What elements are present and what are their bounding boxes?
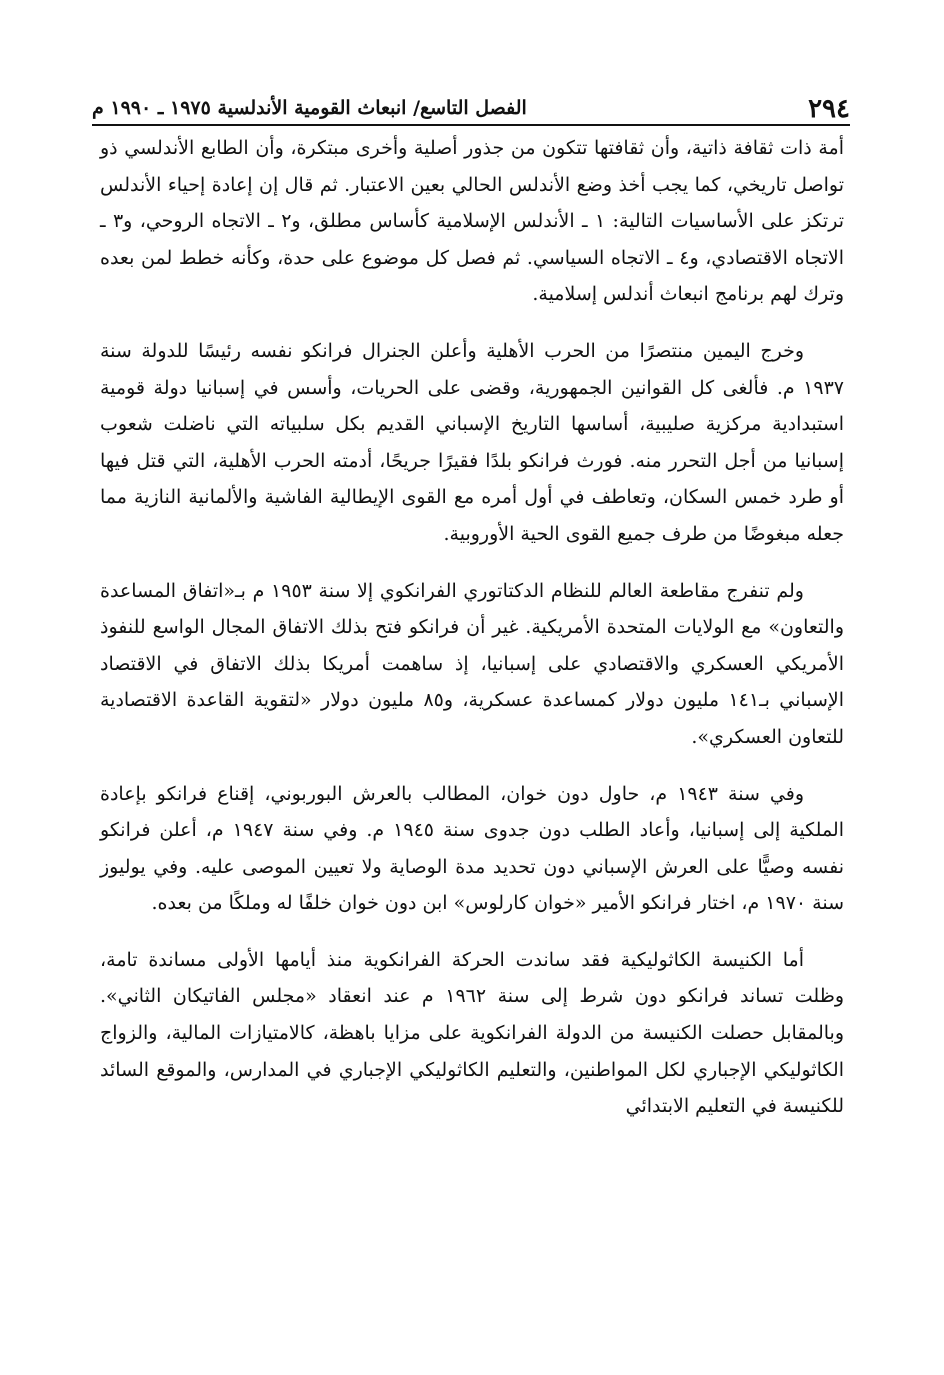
paragraph-4: وفي سنة ١٩٤٣ م، حاول دون خوان، المطالب بالعرش البوربوني، إقناع فرانكو بإعادة الملكية إلى إسبانيا، وأعاد الطلب دون جدوى سنة ١٩٤٥ م. وفي سنة ١٩٤٧ م، أعلن فرانكو نفسه وصيًّا على العرش الإسباني دون تحديد مدة الوصاية ولا تعيين الموصى عليه. وفي يوليوز سنة ١٩٧٠ م، اختار فرانكو الأمير «خوان كارلوس» ابن دون خوان خلفًا له وملكًا من بعده. (100, 782, 844, 915)
paragraph-5: أما الكنيسة الكاثوليكية فقد ساندت الحركة الفرانكوية منذ أيامها الأولى مساندة تامة، وظلت تساند فرانكو دون شرط إلى سنة ١٩٦٢ م عند انعقاد «مجلس الفاتيكان الثاني». وبالمقابل حصلت الكنيسة من الدولة الفرانكوية على مزايا باهظة، كالامتيازات المالية، والزواج الكاثوليكي الإجباري لكل المواطنين، والتعليم الكاثوليكي الإجباري في المدارس، والموقع السائد للكنيسة في التعليم الابتدائي (100, 948, 845, 1118)
paragraph-2: وخرج اليمين منتصرًا من الحرب الأهلية وأعلن الجنرال فرانكو نفسه رئيسًا للدولة سنة ١٩٣٧ م. فألغى كل القوانين الجمهورية، وقضى على الحريات، وأسس في إسبانيا دولة قومية استبدادية مركزية صليبية، أساسها التاريخ الإسباني القديم بكل سلبياته التي ناضلت شعوب إسبانيا من أجل التحرر منه. فورث فرانكو بلدًا فقيرًا جريحًا، أدمته الحرب الأهلية، التي قتل فيها أو طرد خمس السكان، وتعاطف في أول أمره مع القوى الإيطالية الفاشية والألمانية النازية مما جعله مبغوضًا من طرف جميع القوى الحية الأوروبية. (100, 339, 844, 545)
paragraph-1: أمة ذات ثقافة ذاتية، وأن ثقافتها تتكون من جذور أصلية وأخرى مبتكرة، وأن الطابع الأندلسي ذو تواصل تاريخي، كما يجب أخذ وضع الأندلس الحالي بعين الاعتبار. ثم قال إن إعادة إحياء الأندلس ترتكز على الأساسيات التالية: ١ ـ الأندلس الإسلامية كأساس مطلق، و٢ ـ الاتجاه الروحي، و٣ ـ الاتجاه الاقتصادي، و٤ ـ الاتجاه السياسي. ثم فصل كل موضوع على حدة، وكأنه خطط لمن بعده وترك لهم برنامج انبعاث أندلس إسلامية. (100, 137, 845, 306)
paragraph-3: ولم تنفرج مقاطعة العالم للنظام الدكتاتوري الفرانكوي إلا سنة ١٩٥٣ م بـ«اتفاق المساعدة والتعاون» مع الولايات المتحدة الأمريكية. غير أن فرانكو فتح بذلك الاتفاق المجال الواسع للنفوذ الأمريكي العسكري والاقتصادي على إسبانيا، إذ ساهمت أمريكا بذلك الاتفاق في الاقتصاد الإسباني بـ١٤١ مليون دولار كمساعدة عسكرية، و٨٥ مليون دولار «لتقوية القاعدة الاقتصادية للتعاون العسكري». (100, 579, 844, 748)
header-rule (92, 124, 850, 126)
page-number: ٢٩٤ (808, 94, 850, 124)
body-text (100, 130, 844, 1125)
running-title: الفصل التاسع/ انبعاث القومية الأندلسية ١٩٧٥ ـ ١٩٩٠ م (92, 97, 527, 119)
page-header (92, 78, 850, 122)
